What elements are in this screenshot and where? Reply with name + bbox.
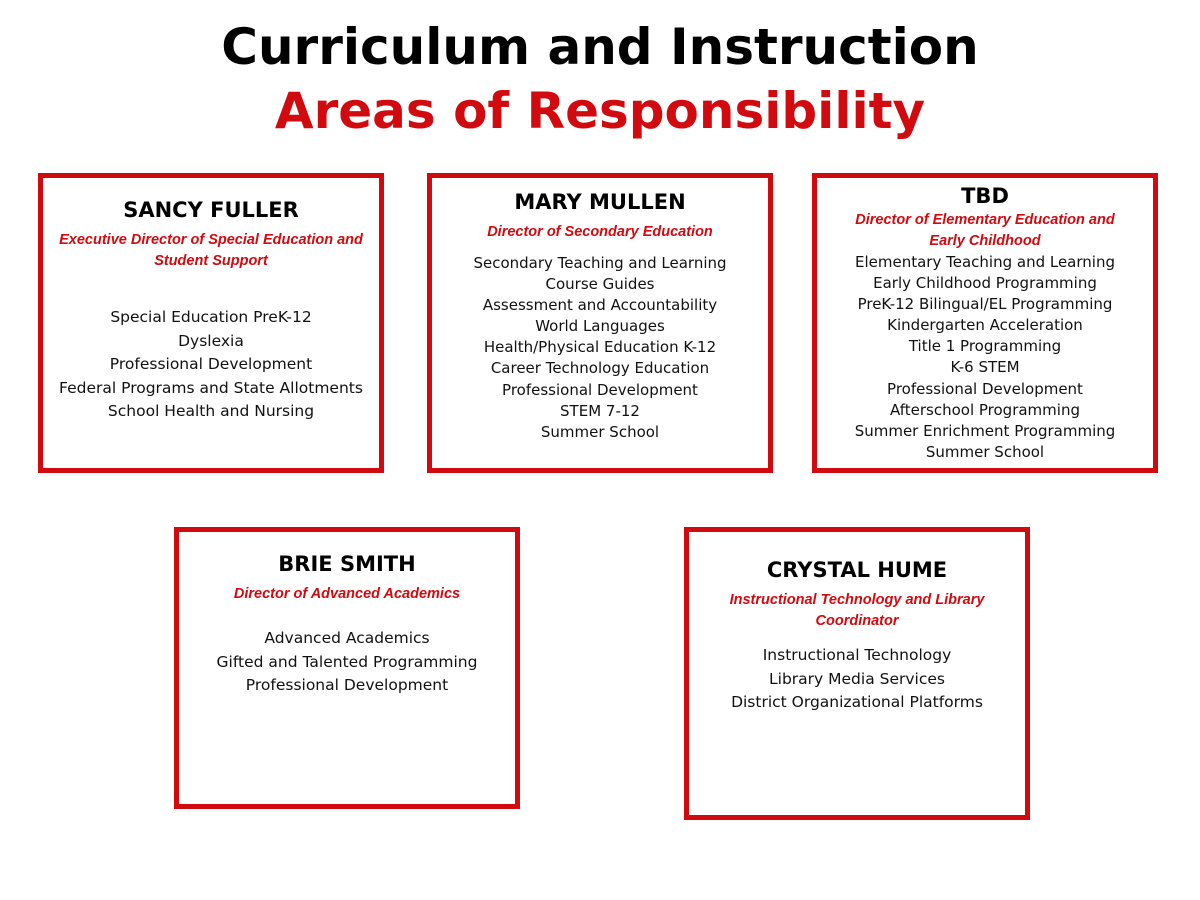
page-subtitle: Areas of Responsibility (274, 82, 926, 140)
list-item: Early Childhood Programming (873, 274, 1097, 293)
card-role: Director of Secondary Education (487, 224, 713, 240)
card-name: MARY MULLEN (514, 190, 686, 214)
list-item: Professional Development (109, 355, 313, 373)
list-item: Dyslexia (178, 331, 244, 350)
list-item: Secondary Teaching and Learning (473, 254, 727, 272)
card-tbd (812, 173, 1158, 473)
card-name: BRIE SMITH (278, 552, 416, 576)
card-name: CRYSTAL HUME (766, 558, 948, 582)
page-title: Curriculum and Instruction (221, 18, 979, 76)
card-role: Director of Elementary Education and Early Childhood (855, 212, 1115, 249)
responsibility-list (179, 627, 515, 698)
list-item: Summer School (925, 442, 1045, 461)
list-item: Professional Development (245, 676, 449, 694)
list-item: World Languages (535, 317, 665, 336)
list-item: Gifted and Talented Programming (216, 652, 478, 671)
list-item: STEM 7-12 (560, 401, 640, 420)
list-item: Afterschool Programming (890, 400, 1080, 419)
list-item: Special Education PreK-12 (110, 308, 312, 326)
list-item: Summer School (540, 422, 660, 441)
list-item: Health/Physical Education K-12 (483, 338, 717, 357)
card-role: Director of Advanced Academics (233, 586, 461, 602)
list-item: Instructional Technology (762, 646, 952, 664)
responsibility-list (43, 306, 379, 424)
list-item: Elementary Teaching and Learning (855, 253, 1115, 271)
responsibility-list (689, 644, 1025, 715)
list-item: Assessment and Accountability (482, 296, 718, 315)
card-role: Executive Director of Special Education and Student Support (59, 232, 363, 269)
list-item: K-6 STEM (950, 358, 1020, 377)
list-item: Federal Programs and State Allotments (59, 378, 363, 397)
list-item: Advanced Academics (264, 629, 430, 647)
list-item: Professional Development (887, 379, 1083, 398)
list-item: Title 1 Programming (908, 337, 1062, 356)
card-brie-smith (174, 527, 520, 809)
responsibility-list (432, 253, 768, 443)
list-item: District Organizational Platforms (731, 693, 983, 711)
list-item: Kindergarten Acceleration (887, 316, 1083, 335)
card-mary-mullen (427, 173, 773, 473)
list-item: Career Technology Education (490, 359, 710, 378)
card-sancy-fuller (38, 173, 384, 473)
card-name: TBD (961, 184, 1009, 208)
card-name: SANCY FULLER (123, 198, 299, 222)
list-item: PreK-12 Bilingual/EL Programming (857, 295, 1113, 314)
list-item: School Health and Nursing (107, 402, 315, 420)
responsibility-list (817, 252, 1153, 463)
list-item: Library Media Services (769, 669, 945, 688)
list-item: Course Guides (545, 275, 655, 294)
list-item: Summer Enrichment Programming (854, 421, 1116, 440)
card-role: Instructional Technology and Library Coordinator (729, 592, 985, 629)
list-item: Professional Development (502, 380, 698, 399)
card-crystal-hume (684, 527, 1030, 820)
